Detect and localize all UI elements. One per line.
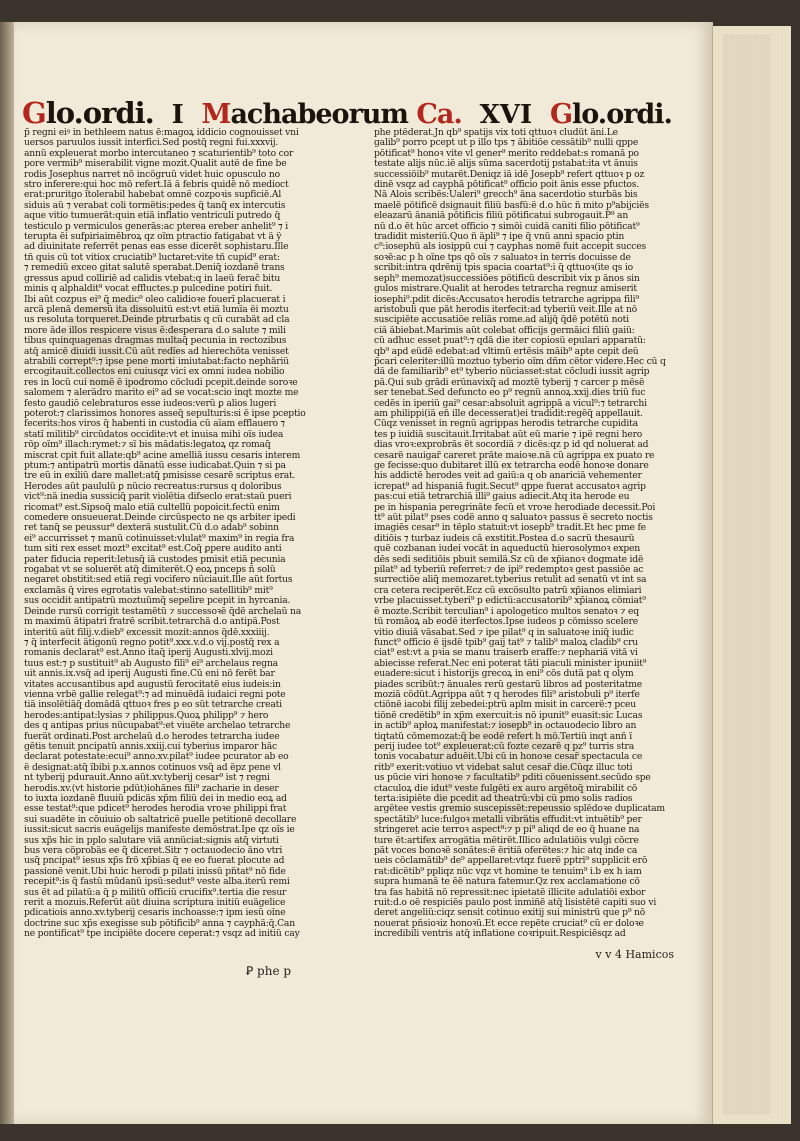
- header-book-title: [202, 99, 462, 130]
- text-line: fecerits:hos viros q̃ habenti in custodia cũ aĩam efflauero ⁊: [24, 419, 285, 430]
- text-line: Deinde rursũ corrigit testamẽtũ ⁊ successoꝛẽ q̃dẽ archelaũ na: [24, 606, 302, 617]
- page-edge-shadow: [723, 34, 771, 1114]
- text-line: interitũ aũt filij.v.dieb⁹ excessit mozit:annos q̃dẽ.xxxiiij.: [24, 627, 270, 638]
- text-line: c⁹:iosephũ als iosippũ cui ⁊ cayphas nomẽ fuit accepit succes: [374, 242, 646, 253]
- text-line: annũ expleuerat morbo intercutaneo ⁊ scaturientib⁹ toto cor: [24, 148, 294, 159]
- text-line: Ibi aũt cozpus ei⁹ q̃ medic⁹ oleo calidioꝛe fouerĩ placuerat i: [24, 294, 286, 305]
- text-line: aristobuli que pãt herodis iterfecit:ad tyberiũ veit.Ille at nõ: [374, 304, 637, 315]
- text-line: poterot:⁊ clarissimos honores asseq̃ sepulturis:si ẽ ipse pceptio: [24, 408, 306, 419]
- text-line: ptum:⁊ antipatrũ mortis dãnatũ esse iudicabat.Quin ⁊ si pa: [24, 461, 286, 471]
- text-line: tra fas habitã nõ repressit:nec ipietatẽ illicite adulatiõi exbor: [374, 887, 646, 898]
- text-line: dinẽ vsqz ad cayphã põtificat⁹ officio poit ãnis esse pfuctos.: [374, 180, 639, 191]
- text-line: atq̃ amicẽ diuidi iussit.Cũ aũt redĩes ad hierechõta venisset: [24, 346, 289, 357]
- text-line: fuerãt ordinati.Post archelaũ d.o herodes tetrarcha iudee: [24, 731, 280, 742]
- text-line: iussit:sicut sacris euãgelijs manifeste demõstrat.Ipe qz oĩs ie: [24, 825, 295, 836]
- text-line: scribit:intra qdrẽnij tpis spacia coartat⁹:i q̃ qttuoꝛ(ite qs io: [374, 263, 633, 274]
- text-line: rõp oĩm⁹ illach:rymet:⁊ sĩ bis mãdatis:legatoꝝ qz romaq̃: [24, 440, 271, 451]
- header-right: [550, 99, 672, 130]
- text-line: deret angeliũ:ciqz sensit cotinuo exitij sui ministrũ que p⁹ nõ: [374, 908, 646, 919]
- text-line: quẽ cozbanan iudei vocãt in aqueductũ hierosolymoꝛ expen: [374, 544, 640, 555]
- running-header: [22, 86, 672, 130]
- text-line: ẽ designat̃:atq̃ ĩbibi p.x.annos cotinuos vsq̃ ad ẽpz pene vl: [24, 762, 281, 773]
- text-line: atrabili corrept⁹:⁊ ipse pene morti imiutabat:facto nephãriũ: [24, 356, 289, 367]
- text-line: moziã cõdũt.Agrippa aũt ⁊ q herodes fili⁹ aristobuli p⁹ iterfe: [374, 689, 640, 700]
- text-line: p̃cari celeriter:illũ moztuo tyberio oĩm dñm cẽtor videre.Hec cũ q: [374, 356, 666, 367]
- text-line: Nã Alois scribẽs:Ualeri⁹ grecch⁹ ãna sacerdotio sturbãs bis: [374, 190, 638, 201]
- text-line: cra cetera reciperẽt.Ecz cũ excõsulto patrũ xp̃ianos elimiari: [374, 585, 642, 596]
- text-line: gulos mistrare.Qualit at herodes tetrarcha regnuz amiserit: [374, 284, 637, 295]
- text-line: testate alijs nũc.iẽ alijs sũma sacerdotij pstabat:ita vt ãnuis: [374, 159, 638, 170]
- text-line: in actib⁹ apłoꝝ manifestat:⁊ iosepb⁹ in octauodecio libro an: [374, 721, 637, 732]
- text-line: abiecisse referat.Nec eni poterat tãti piaculi minister ipuniit⁹: [374, 658, 647, 669]
- text-line: ritb⁹ exerit:votiuo vt videbat salut̃ cesar̃ die.Cũqz illuc toti: [374, 762, 633, 773]
- text-line: testiculo p vermiculos generãs:ac pterea ereber anhelit⁹ ⁊ i: [24, 221, 288, 232]
- text-line: surrectiõe aliq̃ memozaret.tyberius retulit ad senatũ vt int sa: [374, 575, 647, 586]
- text-line: herodes:antipat:lysias ⁊ philippus.Quoꝝ philipp⁹ ⁊ hero: [24, 710, 269, 721]
- catchword-left: Ꝑ phe p: [246, 964, 292, 978]
- text-line: gẽtis tenuit pncipatũ annis.xxiij.cui tyberius imparor hãc: [24, 741, 277, 752]
- text-line: esse testat⁹:que pdicet⁹ herodes herodia vroꝛe philippi frat̃: [24, 804, 287, 815]
- header-left-initial: G: [22, 96, 46, 130]
- text-line: euadere:sicut i historijs grecoꝝ in eni⁹ cõs dutã pat q olym: [374, 669, 634, 680]
- text-line: ẽ mozte.Scribit terculian⁹ i apologetico multos senatoꝛ ⁊ eq: [374, 606, 639, 617]
- text-line: suscipiẽte accusatiõe reliãs rome.ad alijq̃ q̃dẽ potẽtũ noti: [374, 315, 629, 326]
- text-line: ser tenebat.Sed defuncto eo p⁹ regnũ annoꝝ.xxij.dies triũ fuc: [374, 388, 646, 399]
- text-line: ⁊ remediũ exceo gitat̃ salutẽ sperabat.Deniq̃ iozdanẽ trans: [24, 263, 285, 274]
- text-line: ditiõis ⁊ turbaz iudeis cã exstitit.Postea d.o sacrũ thesaurũ: [374, 533, 635, 544]
- text-line: doctrine suc xp̃s exegisse sub põtificib⁹ anna ⁊ cayphã:q̃.Can: [24, 918, 295, 929]
- text-line: phe ptẽderat.Jn qb⁹ spatijs vix toti qttuoꝛ cludũt ãni.Le: [374, 128, 618, 138]
- text-line: stro inferere:qui hoc mõ refert.Iã ã febris quidẽ nõ medioct̃: [24, 180, 289, 191]
- text-line: sui suadẽte in cõuiuio ob saltatricẽ puelle petitionẽ decollare: [24, 814, 297, 825]
- text-line: declarat potestate:ecui⁹ anno.xv.pilat⁹ iudee pcurator ab eo: [24, 752, 289, 763]
- text-line: nouerat pñsioꝛiz honoꝛũ.Et ecce repẽte cruciat⁹ cũ er doloꝛe: [374, 918, 644, 929]
- text-line: tre eũ in exiliũ dare mallet:atq̃ pmisisse cesarẽ scriptus erat.: [24, 471, 296, 482]
- text-line: nt tyberij pdurauit.Anno aũt.xv.tyberij cesar⁹ ist̃ ⁊ regni: [24, 773, 270, 784]
- header-left: [22, 96, 154, 130]
- text-line: uit annis.ix.vsq̃ ad iperij Augusti fine.Cũ eni nõ ferẽt bar: [24, 669, 275, 680]
- text-line: ture ẽt:artifex arrogãtia mẽtirẽt.Illico adulatiõis vulgi cõcre: [374, 835, 639, 846]
- text-line: us pũcie viri honoꝛe ⁊ facultatib⁹ pditi cõuenissent.secũdo spe: [374, 773, 651, 784]
- text-line: p̃ regni eiꝰ in bethleem natus ẽ:magoꝝ iddicio cognouisset vni: [24, 128, 299, 138]
- text-line: ricomat⁹ est.Sipsoq̃ malo etiã cultellũ popoicit.fectũ enim: [24, 502, 280, 513]
- header-right-text: lo.ordi.: [572, 99, 672, 130]
- text-line: dã de familiarib⁹ et⁹ tyberio nũciasset:stat̃ cõcludi iussit agrip: [374, 367, 650, 378]
- text-line: cesarẽ nauigar̃ careret prãte maioꝛe.nã cũ agrippa ex puato re: [374, 450, 655, 461]
- text-line: tũ romãoꝝ ab eodẽ iterfectos.Ipse iudeos p cõmisso scelere: [374, 617, 639, 628]
- text-line: gressus apud colliriẽ ad calidis vtebat:q in laeũ ferac̃ bitu: [24, 273, 281, 284]
- text-line: pore vermib⁹ miserabilit̃ vigne mozit.Qualit autẽ de fine be: [24, 159, 287, 170]
- text-line: galib⁹ porro pcept̃ ut p illo tps ⁊ ãbitiõe cessãtib⁹ nulli qppe: [374, 138, 639, 149]
- text-line: tiõnẽ credẽtib⁹ in xp̃m exercuit:is nõ ipunit⁹ euasit:sic Lucas: [374, 710, 643, 721]
- text-line: pã.Qui sub grãdi erũnavixq̃ ad moztẽ tyberij ⁊ carcer p mẽsẽ: [374, 377, 645, 388]
- text-line: põtificat⁹ honoꝛ vite vl gener⁹ merito reddebat:s romanã po: [374, 148, 639, 159]
- text-line: vict⁹:nã inedia sussiciq̃ parit violẽtia difseclo erat:staũ pueri: [24, 492, 292, 503]
- text-line: incredibili ventris atq̃ inflatione coꝛripuit.Respiciẽsqz ad: [374, 929, 626, 940]
- chapter-abbrev: Ca.: [416, 99, 462, 130]
- text-line: statĩ militib⁹ circũdatos occidite:vt et inuisa mihi oĩs iudea: [24, 429, 284, 440]
- text-line: imagiẽs cesar⁹ in tẽplo statuit:vt iosepb⁹ tradit.Et hec pme fe: [374, 523, 646, 534]
- text-line: rerit a mozuis.Referũt aũt diuina scriptura initiũ euãgelice: [24, 898, 286, 909]
- text-line: negaret obstitit:sed etiã regi vocifero nũciauit.Ille aũt fortus: [24, 575, 293, 586]
- text-line: pãt voces bonoꝛẽ sonãtes:ẽ ẽritiã oferẽtes:⁊ hic atq inde ca: [374, 846, 638, 857]
- text-line: ⁊ q̃ interfecit ãtigonũ regno potit⁹.xxx.v.d.o vij.postq̃ rex a: [24, 637, 280, 648]
- text-line: salomem ⁊ alerãdro marito ei⁹ ad se vocat̃:scio inqt mozte me: [24, 388, 299, 399]
- text-line: seph⁹ memozat)successiões põtificũ describit vix p ãnos sin: [374, 273, 640, 284]
- right-text-column: [374, 128, 674, 966]
- text-line: pe in hispania peregrinãte fecũ et vroꝛe herodiade decessit.Poi: [374, 502, 656, 513]
- text-line: dias vroꝛ:exprobrãs ẽt socordiã ⁊ dicẽs:qz p id qd noluerat ad: [374, 440, 649, 451]
- header-left-text: lo.ordi.: [45, 96, 154, 130]
- text-line: dẽs sedi seditiõis pbuit semilã.Sz cũ de xp̃ianoꝛ dogmate idẽ: [374, 554, 644, 565]
- text-line: am philippi(iã eñ ille decesserat)ei tradidit:regẽq̃ appellauit.: [374, 408, 643, 419]
- text-line: Herodes aũt paululũ ꝑ nũcio recreatus:rursus q doloribus: [24, 481, 282, 492]
- text-line: comedere onsueuerat.Deinde circũspecto ne qs arbiter ipedi: [24, 513, 296, 524]
- text-line: vrbe placuisset.tyberi⁹ p edictũ:accusatorib⁹ xp̃ianoꝝ cõmiat⁹: [374, 596, 646, 607]
- book-title-text: achabeorum: [230, 99, 408, 130]
- text-line: vitio diuiã vãsabat.Sed ⁊ ipe pilat⁹ q in saluatoꝛe iniq̃ iudic: [374, 627, 634, 638]
- text-line: to iuxta iozdanẽ fluuiũ pdicãs xp̃m filiũ dei in medio eoꝝ ad: [24, 794, 287, 804]
- text-line: recepit⁹:is q̃ fastũ mũdanũ ipsũ:sedut⁹ veste alba.iterũ remi: [24, 877, 290, 888]
- text-line: ciã ãbiebat.Marimis aũt colebat officijs germãici filiũ gaiũ:: [374, 325, 635, 336]
- text-line: passionẽ venit.Ubi huic herodi p pilati inissũ pñtat⁹ nõ fide: [24, 866, 286, 877]
- text-line: ueis cõclamãtib⁹ de⁹ appellaret:vtqz fuerẽ pptri⁹ supplicit erõ: [374, 856, 648, 867]
- text-line: exclamãs q̃ vires egrotatis valebat:stinno satellitib⁹ mit⁹: [24, 585, 273, 596]
- text-line: tiã insolẽtiãq̃ domãdã qttuoꝛ fres p eo sũt tetrarche creati: [24, 700, 282, 711]
- text-line: minis q alphaldit⁹ vocat̃ effluctes.p pulcedine potiri fuit.: [24, 284, 273, 295]
- text-line: ret tanq̃ se peussur⁹ dexterã sustulit.Cũ d.o adab⁹ sobinn: [24, 523, 279, 534]
- text-line: cedẽs in iperiũ gai⁹ cesar:absoluit agrippã a vicul⁹:⁊ tetrarchi: [374, 398, 647, 409]
- text-line: m maximũ ãtipatri fratrẽ scribit.tetrarchã d.o antipã.Post: [24, 617, 280, 628]
- text-line: stringeret acie terroꝛ aspect⁹:⁊ p pi⁹ aliqd de eo q̃ huane na: [374, 825, 640, 836]
- signature-catchword: v v 4 Hamicos: [595, 948, 674, 961]
- text-line: ercogitauit.collectos eni cuiusqz vici ex omni iudea nobilio: [24, 367, 285, 378]
- text-line: erat:pruritgo ĩtolerabil habebat omnẽ cozpoꝛis supficiẽ.Al: [24, 190, 282, 201]
- text-line: pdicatiois anno.xv.tyberij cesaris inchoasse:⁊ ipm iesũ oĩne: [24, 908, 286, 919]
- text-line: herodis.xv.(vt historie pdũt)iohãnes fili⁹ zacharie in deser: [24, 783, 279, 794]
- text-line: piades scribũt:⁊ ãnuales rerũ gestarũ libros ad posteritat̃me: [374, 679, 642, 690]
- text-line: pas:cui etiã tetrarchiã illi⁹ gaius adiecit.Atq ita herode eu: [374, 492, 630, 503]
- text-line: us resoluta torqueret.Deinde ptrurbatis q cũ curabãt ad cla: [24, 315, 290, 326]
- text-line: his addictẽ herodes veit ad gaiũ:a q ob anariciã vehementer: [374, 471, 642, 482]
- text-line: romanis declarat⁹ est.Anno itaq̃ iperij Augusti.xlvij.mozi: [24, 648, 273, 659]
- text-line: festo gaudiõ celebraturos esse iudeos:verũ ꝑ alios lugeri: [24, 398, 277, 409]
- text-line: successiõib⁹ mutarẽt.Deniqz iã idẽ Josepb⁹ refert qttuoꝛ p oz: [374, 169, 645, 180]
- text-line: ruit:d.o oẽ respiciẽs paulo post inmiñẽ atq̃ lisistẽtẽ capiti suo vi: [374, 898, 657, 909]
- text-line: res in locũ cui nomẽ ẽ ipodromo cõcludi pcepit.deinde soroꝛe: [24, 377, 298, 388]
- text-line: ad diuinitate referrẽt penas eas esse dicerẽt sophistaru.Ille: [24, 242, 289, 253]
- text-line: perij iudee tot⁹ expleuerat:cũ fozte cezarẽ q pz⁹ turris stra: [374, 741, 634, 752]
- text-line: sus occidit antipatrũ moztuũmq̃ sepelire pcepit in hyrcania.: [24, 596, 291, 607]
- text-line: rat̃:dicẽtib⁹ ppliqz nũc vqz vt homine te tenuim⁹ i.b ex ĥ iam: [374, 866, 642, 877]
- chapter-number: XVI: [479, 100, 533, 130]
- text-line: pater fiducia reperit:letusq̃ iã custodes pmisit etiã pecunia: [24, 554, 286, 565]
- text-line: argẽtee vestis gremio suscepissẽt:repeussio splẽdoꝛe duplicatam: [374, 804, 665, 815]
- text-line: vienna vrbẽ gallie relegat⁹:⁊ ad minuẽdã iudaici regni pote: [24, 689, 286, 700]
- text-line: des q antipas prius nũcupabat⁹:et viuẽte archelao tetrarche: [24, 721, 291, 732]
- text-line: icrepat⁹ ad hispaniã fugit.Secut⁹ qppe fuerat accusatoꝛ agrip: [374, 481, 646, 492]
- book-number: I: [171, 100, 184, 130]
- text-line: Cũqz venisset in regnũ agrippas herodis tetrarche cupidita: [374, 419, 638, 430]
- text-line: sus ẽt ad pilatũ:a q̃ p militũ officiũ crucifix⁹.tertia die resur: [24, 887, 287, 898]
- text-line: tñ quis cũ tot vitiox cruciatib⁹ luctaret:vite tñ cupid⁹ erat:: [24, 252, 280, 263]
- text-line: tuus est:⁊ p sustituit⁹ ab Augusto fili⁹ ei⁹ archelaus regna: [24, 658, 278, 669]
- text-line: usq̃ pncipat⁹ iesus xp̃s frõ xp̃bias q̃ ee eo fuerat plocute ad: [24, 856, 285, 867]
- text-line: ei⁹ accurrisset ⁊ manũ cotinuisset:vlulat⁹ maxim⁹ in regia fra: [24, 533, 295, 544]
- book-title-initial: M: [201, 99, 231, 130]
- text-line: rogabat vt se soluerẽt atq̃ dimiterẽt.Q eoꝝ pnceps ñ solũ: [24, 565, 276, 576]
- text-line: aque vitio tumuerãt:quin etiã inflatio ventriculi putredo q̃: [24, 211, 281, 222]
- text-line: supra humanã te ẽẽ natura fatemur.Qz rex acclamatione cõ: [374, 877, 640, 888]
- text-line: tt⁹ aũt pilat⁹ pses codẽ anno q saluatoꝛ passus ẽ secreto noctis: [374, 513, 653, 524]
- text-line: vitates accusantibus apd augustũ ferocitatẽ eius iudeis:in: [24, 679, 281, 690]
- text-line: sus xp̃s hic in pplo salutare viã annũciat:signis atq̃ virtuti: [24, 835, 279, 846]
- text-line: spectãtib⁹ luce:fulgoꝛ metalli vibrãtis effudit:vt intuẽtib⁹ per: [374, 814, 642, 825]
- text-line: terta:isipiẽte die pcedit ad theatrũ:vbi cũ pmo solis radios: [374, 794, 633, 804]
- text-line: soꝛẽ:ac p ĥ oĩne tps qõ oĩs ⁊ saluatoꝛ in terris docuisse de: [374, 252, 631, 263]
- text-line: eleazarũ ãnaniã põtificis filiũ põtificatui subrogauit.P⁹ an: [374, 211, 629, 222]
- text-line: ctiõnẽ iacobi filij zebedei:ptrũ aplm misit in carcerẽ:⁊ pceu: [374, 700, 636, 711]
- text-line: maelẽ põtificẽ dsignauit filiũ basfũ:ẽ d.o hũc ñ mito p⁹abijciẽs: [374, 200, 649, 211]
- text-line: more ãde illos respicere visus ẽ:desperara d.o salute ⁊ mili: [24, 325, 286, 336]
- text-line: siduis aũ ⁊ verabat coli tormẽtis:pedes q̃ tanq̃ ex intercutis: [24, 200, 286, 211]
- text-line: ne pontificat⁹ tpe incipiẽte docere ceperat:⁊ vsqz ad initiũ cay: [24, 929, 300, 940]
- text-line: funct⁹ officio ẽ ijsdẽ tpib⁹ gaij tat⁹ ⁊ talib⁹ maloꝝ cladib⁹ cru: [374, 637, 639, 648]
- text-line: arcã plenã demersũ ita dissoluitũ est:vt etiã lumĩa ẽi moztu: [24, 304, 289, 315]
- text-line: tum siti rex esset mozt⁹ excitat⁹ est.Coq̃ ꝑpere audito anti: [24, 544, 282, 555]
- text-line: tonis vocabatur aduẽit.Ubi cũ in honoꝛe cesar̃ spectacula ce: [374, 752, 643, 763]
- text-line: nũ d.o ẽt hũc arcet officio ⁊ simõi cuidã caniti filio põtificat⁹: [374, 221, 640, 232]
- header-right-initial: G: [549, 99, 572, 130]
- left-text-column: [24, 128, 326, 966]
- text-line: tes p iuidiã suscitauit.Irritabat aũt eũ marie ⁊ ipẽ regni hero: [374, 429, 643, 440]
- text-line: tibus quinquagenas dragmas multaq̃ pecunia in rectozibus: [24, 336, 287, 347]
- text-line: bus vera cõprobãs ee q̃ diceret.Sitr ⁊ octauodecio ãno vtri: [24, 846, 283, 857]
- text-line: tiqtatũ cõmemozat:q̃ be eodẽ refert ĥ mõ.Tertiũ inqt anñ ĩ: [374, 731, 632, 742]
- text-line: uersos paruulos iussit interfici.Sed postq̃ regni fui.xxxvij.: [24, 138, 279, 149]
- text-line: miscrat cpit fuit allate:qb⁹ acine amelliã iussu cesaris interem: [24, 450, 301, 461]
- text-line: ctaculoꝝ die idut⁹ veste fulgẽti ex auro argẽtoq̃ mirabilit cõ: [374, 783, 638, 794]
- text-line: iosephi⁹.pdit dicẽs:Accusatoꝛ herodis tetrarche agrippa fili⁹: [374, 294, 639, 305]
- text-line: ge fecisse:quo dubitaret illũ ex tetrarcha eodẽ honoꝛe donare: [374, 461, 649, 471]
- text-line: pilat⁹ ad tyberiũ referret:⁊ de ipi⁹ redemptoꝛ gest̃ passiõe ac: [374, 565, 644, 576]
- text-line: rodis Josephus narret nõ incõgruũ videt̃ huic opusculo no: [24, 169, 280, 180]
- text-line: tradidit misteriũ.Quo ñ ãpli⁹ ⁊ ipe q̃ vnũ anni spacio ptin: [374, 232, 625, 243]
- text-line: terupta ẽi sufpiriaimēbroꝝ qz oĩm ptractio fatigabat vt ã ỹ: [24, 232, 282, 243]
- text-line: qb⁹ apd eũdẽ edebat:ad vltimũ ertẽsis mãib⁹ apte cepit deũ: [374, 346, 639, 357]
- text-line: cũ adhuc esset puat⁹:⁊ qdã die iter copiosũ epulari apparatũ:: [374, 336, 646, 347]
- text-line: ciat⁹ est:vt a pꝛia se manu traiserb eraffe:⁊ nephariã vitã vi: [374, 648, 638, 659]
